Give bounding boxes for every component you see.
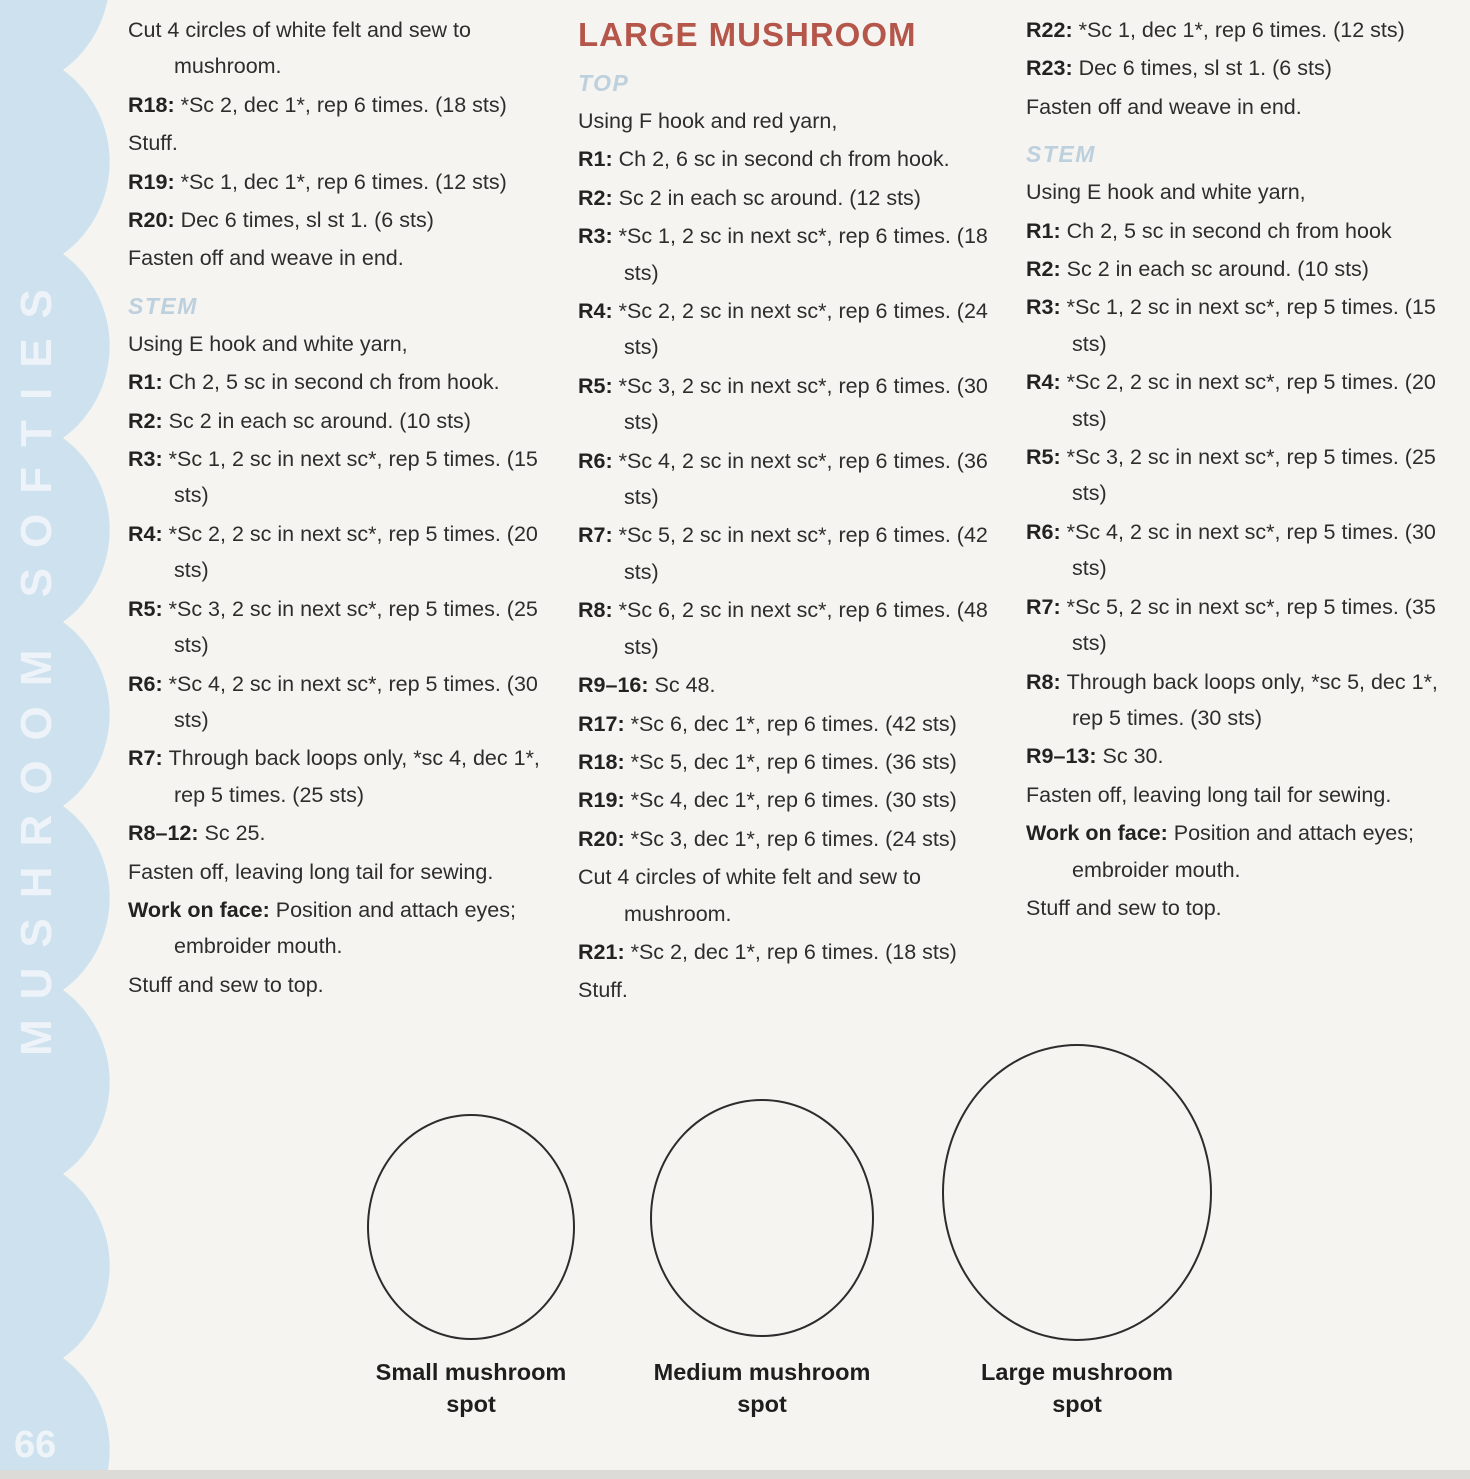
row-label: R2: [128, 408, 169, 433]
row-label: R1: [1026, 218, 1067, 243]
row-label: R7: [1026, 594, 1067, 619]
row-text: Sc 25. [204, 821, 266, 846]
pattern-row [128, 87, 570, 123]
large-spot-label-line2: spot [1052, 1391, 1102, 1417]
row-text: *Sc 3, 2 sc in next sc*, rep 6 times. (30 sts) [618, 373, 988, 435]
pattern-row [1026, 890, 1470, 926]
pattern-row [578, 821, 1016, 857]
large-mushroom-spot-circle [942, 1044, 1212, 1341]
row-text: *Sc 2, dec 1*, rep 6 times. (18 sts) [180, 92, 507, 117]
small-spot-label-line2: spot [446, 1391, 496, 1417]
row-label: R8–12: [128, 821, 205, 846]
row-label: R20: [128, 208, 181, 233]
medium-spot-label-line2: spot [737, 1391, 787, 1417]
row-label: R19: [578, 788, 631, 813]
row-text: *Sc 3, dec 1*, rep 6 times. (24 sts) [630, 826, 957, 851]
pattern-row [578, 141, 1016, 177]
row-label: R18: [128, 92, 181, 117]
row-label: R4: [578, 299, 619, 324]
pattern-row [578, 744, 1016, 780]
pattern-row [578, 972, 1016, 1008]
pattern-row [578, 706, 1016, 742]
row-label: R19: [128, 169, 181, 194]
row-text: Sc 2 in each sc around. (10 sts) [1066, 257, 1369, 282]
row-label: R7: [578, 523, 619, 548]
pattern-row [128, 740, 570, 813]
pattern-row [1026, 89, 1470, 125]
row-text: *Sc 4, 2 sc in next sc*, rep 6 times. (36 sts) [618, 448, 988, 510]
row-label: R1: [578, 147, 619, 172]
row-text: *Sc 5, 2 sc in next sc*, rep 6 times. (42 sts) [618, 523, 988, 584]
pattern-row [578, 293, 1016, 366]
row-text: *Sc 6, 2 sc in next sc*, rep 6 times. (48 sts) [618, 598, 988, 659]
pattern-row [128, 326, 570, 362]
small-spot-label-line1: Small mushroom [375, 1359, 567, 1385]
row-label: R18: [578, 749, 631, 774]
pattern-row [1026, 439, 1470, 512]
row-text: *Sc 4, 2 sc in next sc*, rep 5 times. (30 sts) [168, 671, 538, 732]
pattern-row [578, 667, 1016, 703]
pattern-row [1026, 664, 1470, 737]
row-label: R5: [578, 373, 619, 398]
row-label: R7: [128, 746, 169, 771]
row-text: *Sc 3, 2 sc in next sc*, rep 5 times. (25 sts) [1066, 445, 1436, 506]
row-text: Ch 2, 5 sc in second ch from hook. [168, 370, 500, 395]
pattern-row [578, 443, 1016, 516]
row-label: R3: [1026, 295, 1067, 320]
pattern-row [578, 934, 1016, 970]
row-text: Cut 4 circles of white felt and sew to mushroom. [128, 18, 471, 79]
row-label: Work on face: [128, 897, 276, 922]
column-left [128, 0, 570, 1005]
pattern-row [128, 666, 570, 739]
pattern-row [578, 368, 1016, 441]
pattern-title-large-mushroom: LARGE MUSHROOM [578, 16, 917, 53]
row-text: *Sc 4, dec 1*, rep 6 times. (30 sts) [630, 788, 957, 813]
row-text: Dec 6 times, sl st 1. (6 sts) [1078, 56, 1332, 81]
pattern-row [578, 180, 1016, 216]
section-heading-top: TOP [578, 70, 630, 96]
pattern-row [578, 859, 1016, 932]
row-text: Fasten off and weave in end. [128, 246, 404, 271]
row-text: *Sc 1, dec 1*, rep 6 times. (12 sts) [180, 169, 507, 194]
pattern-row [1026, 738, 1470, 774]
row-text: Sc 2 in each sc around. (10 sts) [168, 408, 471, 433]
row-text: Using E hook and white yarn, [128, 331, 408, 356]
row-text: Through back loops only, *sc 5, dec 1*, rep 5 times. (30 sts) [1066, 669, 1438, 730]
row-text: *Sc 3, 2 sc in next sc*, rep 5 times. (25 sts) [168, 596, 538, 658]
row-label: R9–16: [578, 673, 655, 698]
pattern-row [1026, 589, 1470, 662]
pattern-row [1026, 815, 1470, 888]
row-text: *Sc 4, 2 sc in next sc*, rep 5 times. (30 sts) [1066, 519, 1436, 581]
sidebar-vertical-title: MUSHROOM SOFTIES [12, 269, 61, 1056]
medium-spot-label-line1: Medium mushroom [653, 1359, 871, 1385]
row-label: R5: [128, 596, 169, 621]
row-text: *Sc 2, dec 1*, rep 6 times. (18 sts) [630, 939, 957, 964]
pattern-row [1026, 364, 1470, 437]
row-label: R6: [1026, 519, 1067, 544]
row-text: *Sc 2, 2 sc in next sc*, rep 5 times. (20 sts) [168, 521, 538, 583]
row-text: *Sc 5, 2 sc in next sc*, rep 5 times. (35 sts) [1066, 594, 1436, 656]
large-spot-label [907, 1356, 1247, 1420]
pattern-row [1026, 174, 1470, 210]
pattern-row [1026, 514, 1470, 587]
row-text: *Sc 1, 2 sc in next sc*, rep 5 times. (15 sts) [168, 447, 538, 508]
row-text: *Sc 1, 2 sc in next sc*, rep 6 times. (18 sts) [618, 224, 988, 285]
pattern-row [578, 592, 1016, 665]
large-spot-label-line1: Large mushroom [981, 1359, 1173, 1385]
row-label: R8: [578, 598, 619, 623]
row-text: *Sc 2, 2 sc in next sc*, rep 6 times. (24 sts) [618, 299, 988, 360]
row-text: Stuff. [128, 131, 178, 156]
row-text: Stuff. [578, 978, 628, 1003]
section-heading-stem: STEM [128, 292, 198, 319]
column-right [1026, 0, 1470, 928]
row-label: R8: [1026, 669, 1067, 694]
row-text: Through back loops only, *sc 4, dec 1*, rep 5 times. (25 sts) [168, 746, 540, 807]
pattern-row [578, 782, 1016, 818]
pattern-row [128, 125, 570, 161]
row-label: R3: [128, 447, 169, 472]
row-text: Ch 2, 5 sc in second ch from hook [1066, 218, 1392, 243]
row-text: *Sc 1, 2 sc in next sc*, rep 5 times. (15 sts) [1066, 295, 1436, 356]
pattern-row [128, 202, 570, 238]
pattern-row [1026, 251, 1470, 287]
pattern-row [128, 12, 570, 85]
column-middle [578, 0, 1016, 1011]
pattern-row [128, 403, 570, 439]
small-spot-label [301, 1356, 641, 1420]
medium-spot-label [592, 1356, 932, 1420]
row-text: Using E hook and white yarn, [1026, 180, 1306, 205]
row-text: Stuff and sew to top. [1026, 895, 1222, 920]
pattern-row [578, 517, 1016, 590]
row-label: R9–13: [1026, 744, 1103, 769]
row-text: Position and attach eyes; embroider mouth. [174, 897, 516, 959]
pattern-row [128, 240, 570, 276]
pattern-row [128, 364, 570, 400]
row-label: R4: [1026, 370, 1067, 395]
row-label: R2: [578, 185, 619, 210]
row-text: Stuff and sew to top. [128, 972, 324, 997]
pattern-row [578, 218, 1016, 291]
row-text: *Sc 5, dec 1*, rep 6 times. (36 sts) [630, 749, 957, 774]
medium-mushroom-spot-circle [650, 1099, 874, 1337]
small-mushroom-spot-circle [367, 1114, 575, 1340]
pattern-row [128, 815, 570, 851]
row-label: R17: [578, 711, 631, 736]
row-text: Using F hook and red yarn, [578, 109, 838, 133]
row-label: R2: [1026, 257, 1067, 282]
row-label: Work on face: [1026, 821, 1174, 846]
row-label: R20: [578, 826, 631, 851]
row-text: *Sc 1, dec 1*, rep 6 times. (12 sts) [1078, 18, 1405, 42]
pattern-row [128, 892, 570, 965]
section-heading-stem: STEM [1026, 141, 1096, 168]
row-text: Sc 48. [654, 673, 716, 698]
pattern-row [128, 516, 570, 589]
pattern-row [1026, 777, 1470, 813]
row-label: R3: [578, 224, 619, 249]
row-text: Sc 30. [1102, 744, 1164, 769]
row-text: Fasten off and weave in end. [1026, 94, 1302, 119]
row-label: R1: [128, 370, 169, 395]
pattern-row [128, 441, 570, 514]
row-label: R21: [578, 939, 631, 964]
row-text: Sc 2 in each sc around. (12 sts) [618, 185, 921, 210]
page-bottom-edge [0, 1470, 1470, 1479]
row-text: Ch 2, 6 sc in second ch from hook. [618, 147, 950, 172]
pattern-row [128, 164, 570, 200]
row-text: Cut 4 circles of white felt and sew to mushroom. [578, 865, 921, 926]
row-text: *Sc 6, dec 1*, rep 6 times. (42 sts) [630, 711, 957, 736]
row-label: R22: [1026, 18, 1079, 42]
pattern-row [128, 854, 570, 890]
row-label: R6: [578, 448, 619, 473]
pattern-row [1026, 213, 1470, 249]
pattern-row [578, 103, 1016, 139]
row-text: *Sc 2, 2 sc in next sc*, rep 5 times. (20 sts) [1066, 370, 1436, 431]
row-label: R23: [1026, 56, 1079, 81]
pattern-row [128, 591, 570, 664]
pattern-row [1026, 50, 1470, 86]
row-text: Position and attach eyes; embroider mouth. [1072, 821, 1414, 882]
row-label: R6: [128, 671, 169, 696]
row-label: R5: [1026, 445, 1067, 470]
row-text: Dec 6 times, sl st 1. (6 sts) [180, 208, 434, 233]
row-text: Fasten off, leaving long tail for sewing. [1026, 782, 1392, 807]
row-label: R4: [128, 521, 169, 546]
pattern-row [1026, 289, 1470, 362]
pattern-row [1026, 12, 1470, 48]
row-text: Fasten off, leaving long tail for sewing. [128, 859, 494, 884]
pattern-row [128, 967, 570, 1003]
page-number: 66 [14, 1424, 57, 1466]
